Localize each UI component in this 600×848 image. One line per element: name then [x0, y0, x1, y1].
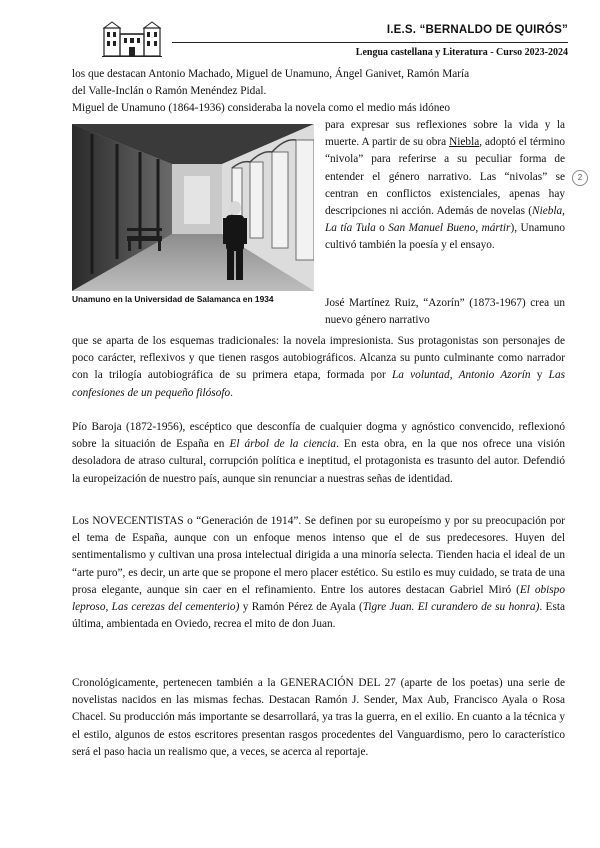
work-miro: El obispo leproso, Las cerezas del cementerio) [72, 583, 565, 614]
unamuno-lead-line: Miguel de Unamuno (1864-1936) consideraba la novela como el medio más idóneo [72, 102, 451, 114]
header-divider [172, 42, 568, 43]
period: . [230, 386, 233, 399]
unamuno-text-1: para expresar sus reflexiones sobre la vida y la muerte. A partir de su obra [325, 119, 565, 149]
separator: , [562, 205, 565, 218]
unamuno-text-3: ), Unamuno cultivó también la poesía y el ensayo. [325, 222, 565, 252]
intro-line-1: los que destacan Antonio Machado, Miguel de Unamuno, Ángel Ganivet, Ramón María [72, 68, 470, 80]
page-header [72, 14, 568, 62]
work-san-manuel-bueno: San Manuel Bueno, mártir [388, 222, 511, 235]
novecentistas-paragraph [72, 513, 565, 633]
azorin-paragraph [72, 333, 565, 402]
course-subtitle: Lengua castellana y Literatura - Curso 2023-2024 [355, 47, 568, 58]
cloister-photo-image [72, 124, 314, 291]
novecentistas-text-1: Los NOVECENTISTAS o “Generación de 1914”. Se definen por su europeísmo y por su preocupación por el tema de España, aunque con un enfoque menos intenso que el de sus predecesores. Huyen del sentimentalismo y cultivan una prosa intelectual dirigida a una minoría selecta. Tienden hacia el ideal de un “arte puro”, es decir, un arte que se propone el mero placer estético. Su estilo es muy cuidado, se trata de una prosa elegante, aunque sin caer en el refinamiento. Entre los autores destacan Gabriel Miró ( [72, 515, 565, 596]
work-la-voluntad: La voluntad, Antonio Azorín [391, 369, 531, 382]
generation-27-paragraph: Cronológicamente, pertenecen también a la GENERACIÓN DEL 27 (aparte de los poetas) una serie de novelistas nacidos en las mismas fechas. Destacan Ramón J. Sender, Max Aub, Francisco Ayala o Rosa Chacel. Su producción más importante se desarrollará, ya tras la guerra, en el exilio. En cuanto a la técnica y el estilo, algunos de estos escritores presentan rasgos procedentes del Vanguardismo, pero lo característico será el paso hacia un realismo que, a veces, se acerca al reportaje. [72, 677, 565, 758]
photo-caption: Unamuno en la Universidad de Salamanca en 1934 [72, 294, 274, 304]
baroja-text-2: . En esta obra, en la que nos ofrece una visión desoladora de atraso cultural, corrupción política e ineptitud, el protagonista es trasunto del autor. Defendió la europeización de nuestro país, aunque sin renunciar a nuestras señas de identidad. [72, 438, 565, 485]
novecentistas-mid: y Ramón Pérez de Ayala ( [239, 601, 363, 614]
baroja-text-1: Pío Baroja (1872-1956), escéptico que desconfía de cualquier dogma y agnóstico convencido, reflexionó sobre la situación de España en [72, 421, 565, 451]
school-name: I.E.S. “BERNALDO DE QUIRÓS” [386, 24, 568, 36]
separator: o [375, 222, 389, 235]
separator: y [530, 369, 549, 382]
intro-line-2: del Valle-Inclán o Ramón Menéndez Pidal. [72, 85, 267, 97]
unamuno-photo [72, 124, 314, 291]
school-building-logo-icon [102, 18, 162, 58]
work-arbol-ciencia: El árbol de la ciencia [229, 438, 337, 451]
niebla-title: Niebla [449, 136, 480, 149]
work-confesiones: Las confesiones de un pequeño filósofo [72, 369, 565, 399]
azorin-text: que se aparta de los esquemas tradicionales: la novela impresionista. Sus protagonistas son personajes de poco carácter, reflexivos y que tienen rasgos autobiográficos. Alcanza su punto culminante como narrador con la trilogía autobiográfica de su primera etapa, formada por [72, 335, 565, 382]
work-la-tia-tula: La tía Tula [325, 222, 376, 235]
baroja-paragraph [72, 419, 565, 488]
azorin-lead: José Martínez Ruiz, “Azorín” (1873-1967) crea un nuevo género narrativo [325, 297, 565, 327]
unamuno-paragraph [325, 117, 565, 255]
novecentistas-text-2: . Esta última, ambientada en Oviedo, recrea el mito de don Juan. [72, 601, 565, 631]
page-number-badge: 2 [572, 170, 588, 186]
unamuno-text-2: , adoptó el término “nivola” para referirse a su peculiar forma de entender el género narrativo. Las “nivolas” se centran en conflictos existenciales, apenas hay descripciones ni acción. Además de novelas ( [325, 136, 565, 218]
work-perez-ayala: Tigre Juan. El curandero de su honra) [362, 601, 540, 614]
work-niebla: Niebla [532, 205, 563, 218]
